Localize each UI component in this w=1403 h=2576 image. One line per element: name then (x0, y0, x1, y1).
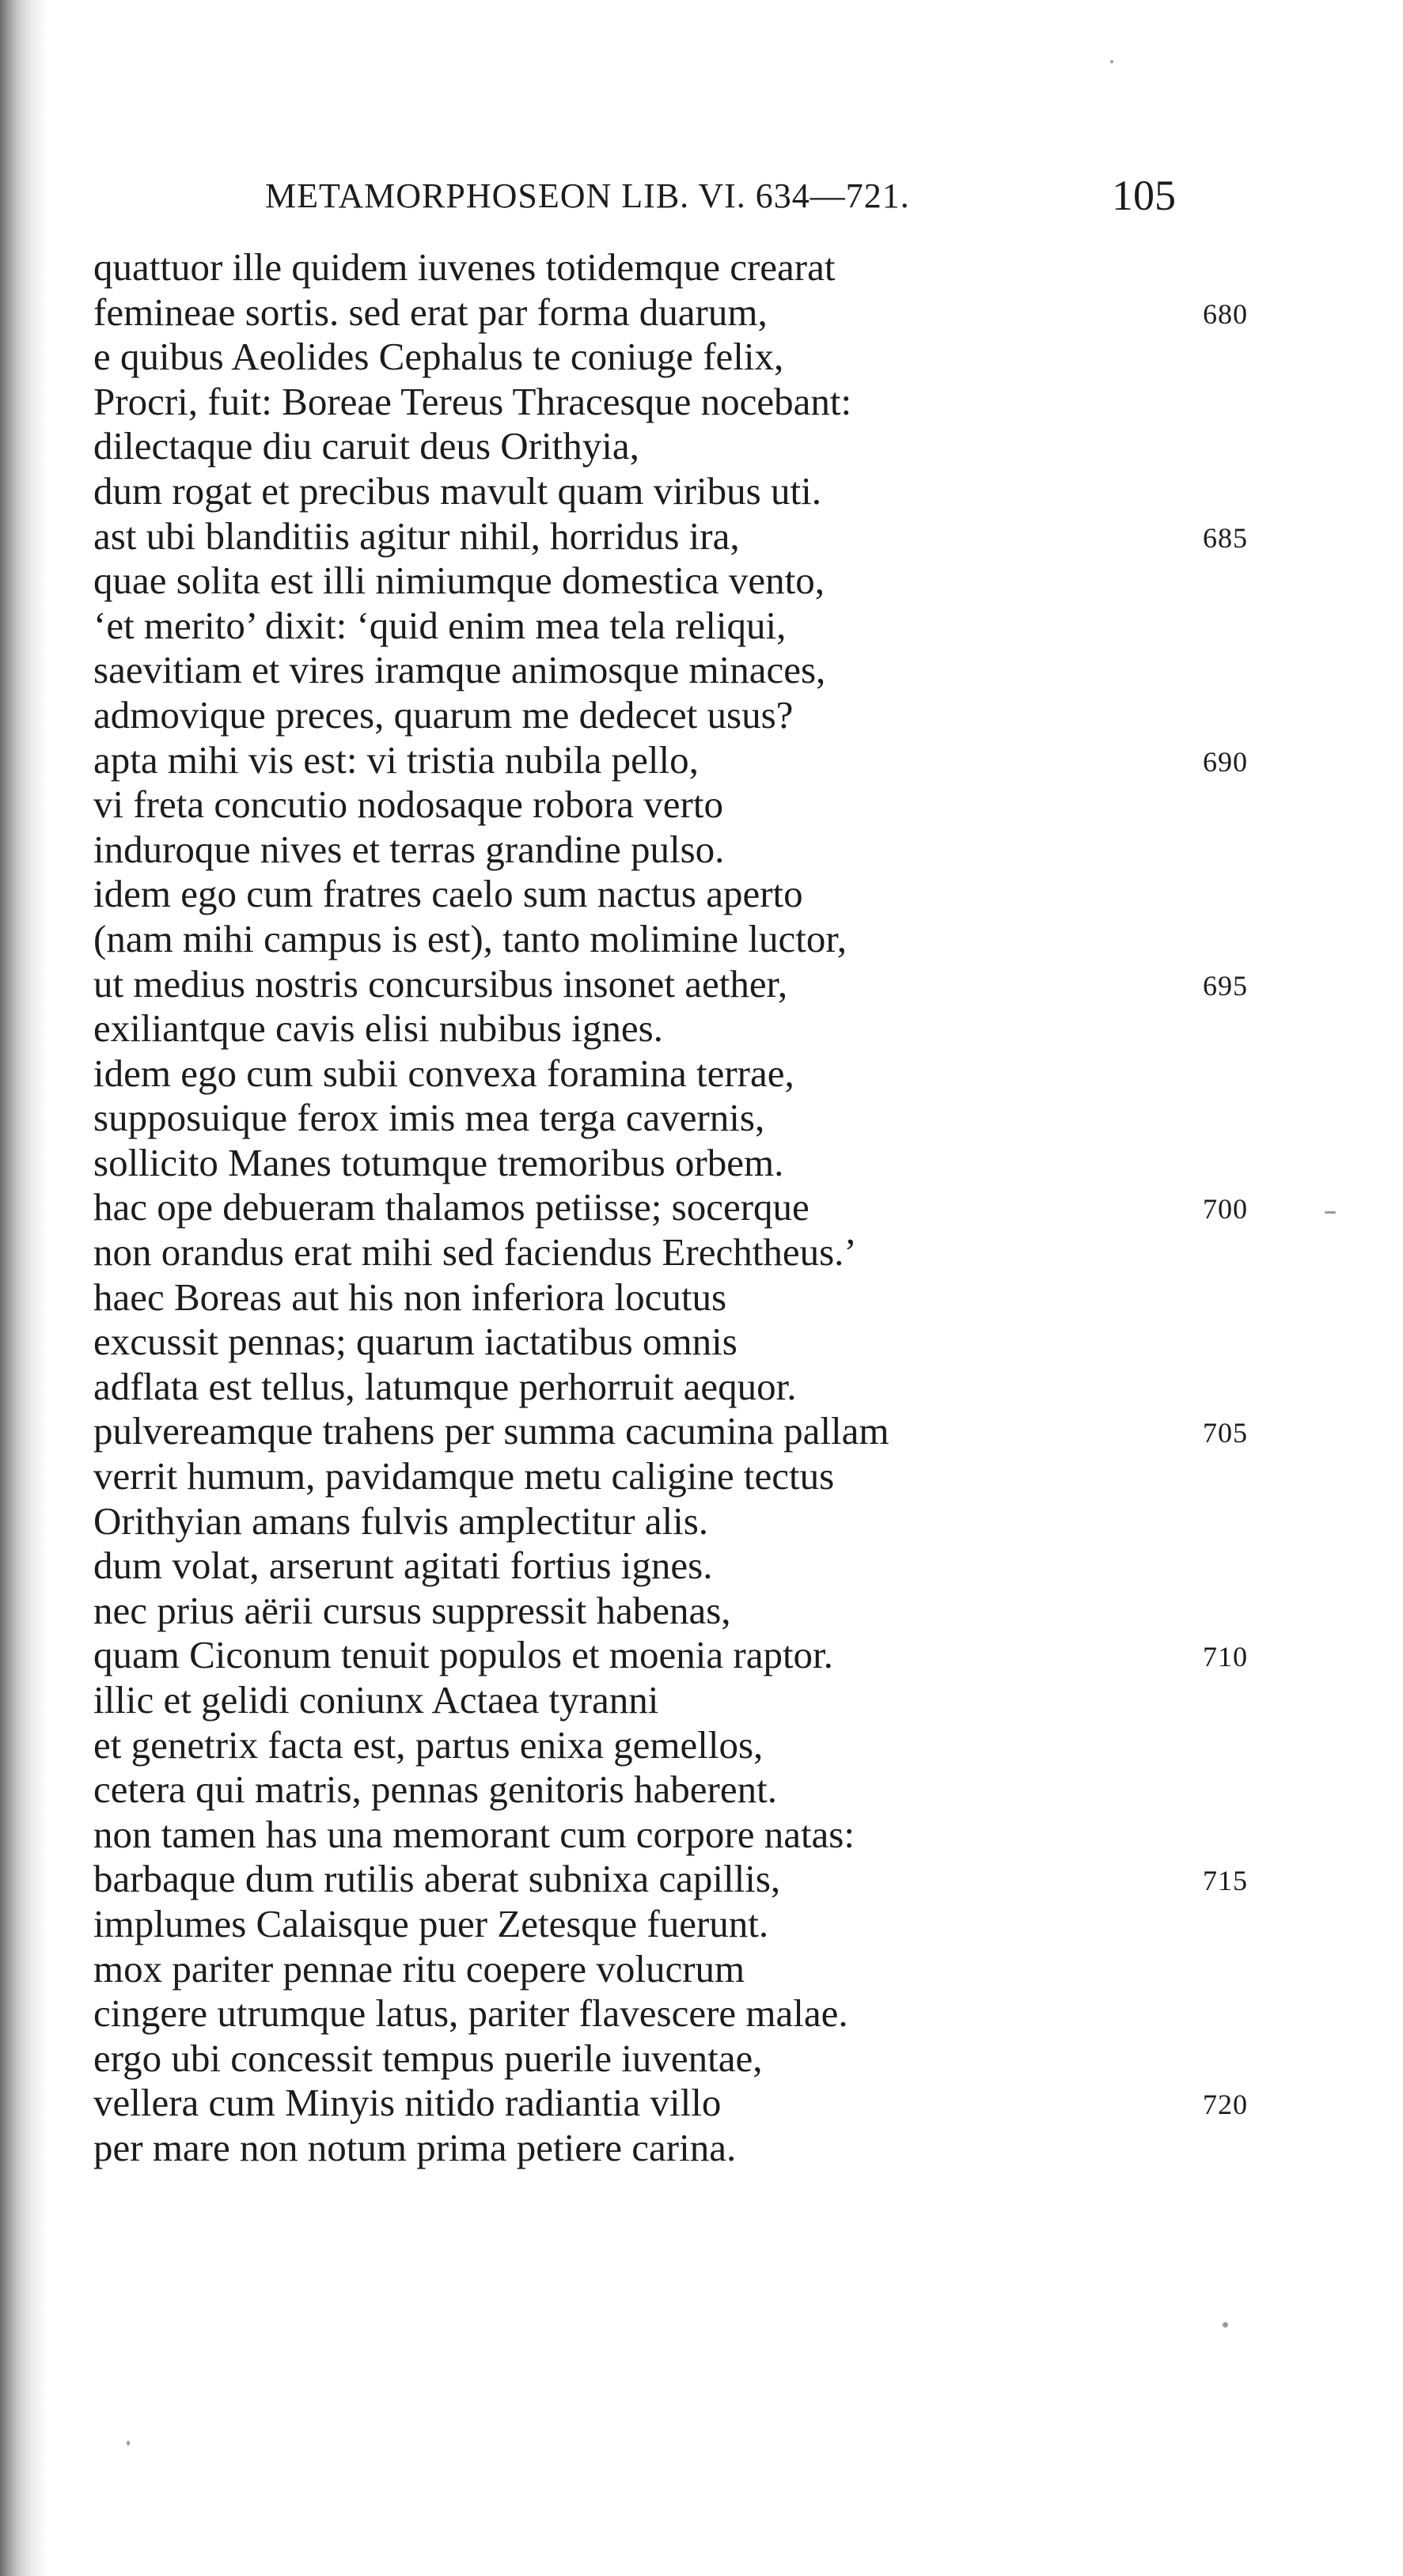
verse-line (93, 1633, 1359, 1678)
verse-line (93, 1365, 1359, 1410)
verse-line-text: Orithyian amans fulvis amplectitur alis. (93, 1498, 709, 1543)
verse-line (93, 738, 1359, 783)
verse-line-text: vellera cum Minyis nitido radiantia villo (93, 2081, 722, 2125)
verse-line (93, 872, 1359, 917)
verse-line-text: pulvereamque trahens per summa cacumina pallam (93, 1409, 889, 1453)
verse-line-text: exiliantque cavis elisi nubibus ignes. (93, 1006, 663, 1051)
verse-line (93, 245, 1359, 290)
verse-line-text: mox pariter pennae ritu coepere volucrum (93, 1946, 745, 1991)
verse-line (93, 290, 1359, 335)
verse-line (93, 917, 1359, 962)
verse-line (93, 1096, 1359, 1141)
verse-line (93, 962, 1359, 1007)
verse-line-text: supposuique ferox imis mea terga cavernis, (93, 1096, 765, 1140)
verse-line-text: (nam mihi campus is est), tanto molimine luctor, (93, 916, 847, 960)
verse-line-text: ast ubi blanditiis agitur nihil, horridus ira, (93, 513, 740, 558)
verse-line (93, 1678, 1359, 1723)
verse-line-text: et genetrix facta est, partus enixa gemellos, (93, 1722, 764, 1767)
verse-line-text: ‘et merito’ dixit: ‘quid enim mea tela reliqui, (93, 603, 787, 647)
line-number: 680 (1203, 297, 1248, 330)
verse-line (93, 1006, 1359, 1051)
verse-line-text: ut medius nostris concursibus insonet aether, (93, 961, 788, 1006)
verse-line-text: nec prius aërii cursus suppressit habenas, (93, 1588, 731, 1632)
line-number: 690 (1203, 745, 1248, 778)
verse-line (93, 2126, 1359, 2171)
verse-line (93, 514, 1359, 559)
verse-line-text: haec Boreas aut his non inferiora locutus (93, 1275, 727, 1319)
verse-line-text: saevitiam et vires iramque animosque minaces, (93, 648, 826, 692)
verse-line (93, 1499, 1359, 1544)
line-number: 705 (1203, 1417, 1248, 1449)
verse-line-text: admovique preces, quarum me dedecet usus? (93, 692, 794, 737)
verse-line-text: Procri, fuit: Boreae Tereus Thracesque nocebant: (93, 379, 852, 423)
verse-line (93, 335, 1359, 380)
verse-line (93, 1813, 1359, 1858)
verse-line (93, 1589, 1359, 1634)
verse-line (93, 469, 1359, 514)
verse-line-text: quattuor ille quidem iuvenes totidemque crearat (93, 245, 836, 289)
verse-line (93, 1723, 1359, 1768)
verse-line (93, 1902, 1359, 1947)
verse-line (93, 1409, 1359, 1454)
verse-line-text: cingere utrumque latus, pariter flavescere malae. (93, 1991, 848, 2036)
verse-line-text: barbaque dum rutilis aberat subnixa capillis, (93, 1857, 781, 1901)
verse-line-text: illic et gelidi coniunx Actaea tyranni (93, 1678, 659, 1722)
verse-line-text: per mare non notum prima petiere carina. (93, 2125, 737, 2169)
verse-line-text: adflata est tellus, latumque perhorruit aequor. (93, 1364, 797, 1408)
verse-line-text: dum volat, arserunt agitati fortius ignes. (93, 1544, 713, 1588)
verse-line (93, 648, 1359, 693)
verse-line-text: dilectaque diu caruit deus Orithyia, (93, 424, 639, 468)
verse-line-text: femineae sortis. sed erat par forma duarum, (93, 290, 768, 334)
verse-line (93, 1991, 1359, 2036)
verse-line (93, 1767, 1359, 1813)
verse-line (93, 828, 1359, 873)
verse-line-text: ergo ubi concessit tempus puerile iuventae, (93, 2036, 763, 2080)
page-header (0, 172, 1403, 223)
paper-speck (1110, 60, 1113, 63)
line-number: 715 (1203, 1865, 1248, 1897)
verse-line-text: quae solita est illi nimiumque domestica vento, (93, 559, 825, 603)
verse-line-text: e quibus Aeolides Cephalus te coniuge felix, (93, 335, 784, 379)
line-number: 700 (1203, 1193, 1248, 1225)
verse-line-text: implumes Calaisque puer Zetesque fuerunt. (93, 1901, 769, 1945)
verse-line (93, 380, 1359, 425)
verse-line-text: hac ope debueram thalamos petiisse; socerque (93, 1185, 810, 1229)
line-number: 720 (1203, 2089, 1248, 2121)
verse-line-text: non orandus erat mihi sed faciendus Erechtheus.’ (93, 1230, 857, 1275)
verse-line-text: apta mihi vis est: vi tristia nubila pello, (93, 737, 699, 782)
verse-line (93, 2081, 1359, 2126)
verse-line (93, 2036, 1359, 2082)
verse-line-text: idem ego cum fratres caelo sum nactus aperto (93, 872, 803, 916)
verse-block (93, 245, 1359, 2171)
verse-line (93, 782, 1359, 828)
line-number: 710 (1203, 1641, 1248, 1673)
page-number: 105 (1112, 172, 1176, 219)
verse-line (93, 1320, 1359, 1365)
page-binding-shadow (0, 0, 47, 2576)
paper-speck (1325, 1211, 1336, 1214)
verse-line (93, 1051, 1359, 1097)
verse-line (93, 1275, 1359, 1320)
verse-line-text: dum rogat et precibus mavult quam viribus uti. (93, 468, 821, 513)
verse-line (93, 1185, 1359, 1230)
verse-line (93, 693, 1359, 738)
verse-line (93, 559, 1359, 604)
verse-line (93, 604, 1359, 649)
verse-line (93, 1141, 1359, 1186)
verse-line-text: sollicito Manes totumque tremoribus orbem. (93, 1140, 784, 1184)
line-number: 685 (1203, 521, 1248, 554)
verse-line (93, 1454, 1359, 1499)
paper-speck (1223, 2322, 1228, 2328)
verse-line (93, 1947, 1359, 1992)
verse-line-text: verrit humum, pavidamque metu caligine tectus (93, 1454, 835, 1498)
verse-line-text: cetera qui matris, pennas genitoris haberent. (93, 1767, 777, 1812)
verse-line (93, 424, 1359, 469)
verse-line (93, 1544, 1359, 1589)
verse-line (93, 1230, 1359, 1275)
verse-line (93, 1857, 1359, 1902)
verse-line-text: idem ego cum subii convexa foramina terrae, (93, 1051, 794, 1095)
verse-line-text: vi freta concutio nodosaque robora verto (93, 782, 723, 827)
running-head: METAMORPHOSEON LIB. VI. 634—721. (265, 176, 910, 215)
line-number: 695 (1203, 969, 1248, 1002)
verse-line-text: induroque nives et terras grandine pulso. (93, 827, 725, 871)
verse-line-text: quam Ciconum tenuit populos et moenia raptor. (93, 1633, 833, 1677)
paper-speck (127, 2441, 130, 2445)
verse-line-text: non tamen has una memorant cum corpore natas: (93, 1812, 855, 1856)
verse-line-text: excussit pennas; quarum iactatibus omnis (93, 1320, 738, 1364)
